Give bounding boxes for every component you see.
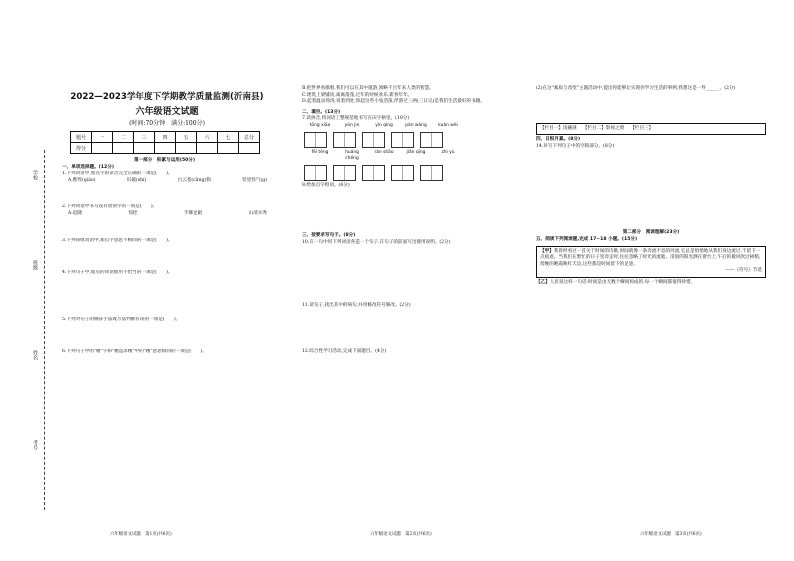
options-placeholder	[62, 277, 267, 317]
score-header: 题号	[71, 132, 92, 143]
score-cell[interactable]	[92, 143, 113, 154]
question-text: (2)在这"素质与改变"主题活动中,提出你能够让实现你学习生活的事例,我想这是一件______。(2分)	[536, 86, 736, 91]
section-2-heading: 二、填空。(13分)	[302, 109, 341, 115]
score-header: 四	[155, 132, 176, 143]
binding-cut-line	[44, 150, 45, 510]
score-header: 二	[113, 132, 134, 143]
question-12: 12.综合性学习活动,完成下面题目。(4分)	[302, 349, 387, 355]
page-footer-3: 六年级语文试题 第3页(共6页)	[640, 532, 702, 537]
answer-space[interactable]	[536, 93, 766, 121]
score-header: 三	[134, 132, 155, 143]
question-text: D.起着温泉汤汤,说着到处,惊起这些小兔活泼,浮游过三两(三日记)是我们生活最好的书籍。	[302, 99, 485, 105]
score-cell[interactable]	[113, 143, 134, 154]
exam-title: 2022—2023学年度下学期教学质量监测(沂南县)	[70, 92, 264, 102]
question-5: 5.下列对句子的修辞手法或写法判断有误的一项是( )。	[62, 316, 181, 322]
column-3	[536, 86, 766, 287]
options-placeholder	[62, 218, 267, 238]
question-10: 10.在一句中用下列词语各造一个句子,在句子的前面写出使用说明。(2分)	[302, 239, 451, 245]
reading-passage-box	[536, 246, 766, 278]
score-cell[interactable]	[155, 143, 176, 154]
writing-grid[interactable]	[391, 132, 414, 148]
score-cell[interactable]	[218, 143, 239, 154]
score-cell[interactable]	[176, 143, 197, 154]
section-3-heading: 三、按要求写句子。(8分)	[302, 233, 356, 239]
question-text: B.把世界看歌唱,我们可以在其中遨游,领略千百年来人类的智慧。	[302, 86, 434, 91]
question-4: 4.下列句子中,加点的词语使用不恰当的一项是( )。	[62, 270, 173, 276]
writing-grid[interactable]	[304, 132, 327, 148]
box-item: 【栏目二】影视之窗	[582, 125, 625, 131]
pinyin: kuǎn wèi	[438, 122, 458, 128]
passage-source: ——《符号》节选	[725, 268, 762, 274]
section-5-heading: 五、阅读下列阅读题,完成 17~18 小题。(15分)	[536, 236, 638, 242]
pinyin-row-1	[302, 123, 527, 130]
option[interactable]: A.憔悴(qiáo)	[68, 177, 96, 183]
score-cell[interactable]	[197, 143, 218, 154]
section-1-heading: 一、单项选择题。(12分)	[62, 164, 114, 170]
exam-time-info: (时间:70分钟 满分:100分)	[129, 120, 205, 127]
option[interactable]: 山清水秀	[248, 210, 267, 216]
writing-grid[interactable]	[420, 132, 443, 148]
binding-label-number: 考号	[32, 440, 38, 450]
pinyin: pàn wàng	[405, 122, 427, 128]
score-header: 六	[197, 132, 218, 143]
score-header: 七	[218, 132, 239, 143]
binding-label-class: 班级	[32, 260, 38, 270]
score-table	[70, 131, 260, 154]
options-placeholder	[62, 323, 267, 349]
column-1	[62, 158, 267, 356]
question-6: 6.下列句子中的"精"字和"精益求精"中的"精"意思相同的一项是( )。	[62, 349, 207, 355]
pinyin: fēi téng	[311, 149, 329, 155]
column-2	[302, 86, 527, 356]
pinyin: rán shāo	[374, 149, 394, 155]
passage-label: 【甲】	[540, 248, 554, 254]
passage-text: 我曾经看过一首关于时间的诗歌,时间就像一条奔流不息的河流,它总是悄悄地从我们身边流过,不留下一点痕迹。当我们在繁忙的日子里奔走时,往往忽略了时光的流逝。清晨的阳光洒在窗台上,午后的微风吹过树梢,傍晚的晚霞映红天边,这些都是时间留下的足迹。	[540, 248, 761, 267]
score-cell[interactable]	[239, 143, 260, 154]
page-footer-2: 六年级语文试题 第2页(共6页)	[370, 532, 432, 537]
binding-label-name: 姓名	[32, 350, 38, 360]
option[interactable]: A.追随	[68, 210, 82, 216]
passage-2-label: 【乙】	[536, 279, 550, 285]
exam-subtitle: 六年级语文试题	[135, 107, 199, 117]
pinyin: yǐn qíng	[375, 122, 393, 128]
binding-label-school: 学校	[32, 170, 38, 180]
passage-2-text: 人民说这样一句话:时间是由无数个瞬间构成的,每一个瞬间都值得珍惜。	[549, 279, 696, 285]
section-4-heading: 四、日积月累。(8分)	[536, 137, 581, 143]
writing-grid-row-2	[304, 165, 527, 181]
answer-space[interactable]	[536, 150, 766, 230]
score-header: 五	[176, 132, 197, 143]
part-2-heading: 第二部分 阅读理解(23分)	[622, 230, 680, 236]
writing-grid-row-1	[304, 132, 527, 148]
options-placeholder	[62, 184, 267, 204]
pinyin: yǔn jìn	[344, 122, 360, 128]
option[interactable]: 手舞足蹈	[183, 210, 203, 216]
score-header: 总分	[239, 132, 260, 143]
question-8: 8.给加点字组词。(6分)	[302, 182, 350, 188]
options-placeholder	[62, 244, 267, 270]
pinyin: huáng chéng	[345, 149, 359, 162]
writing-grid[interactable]	[420, 165, 443, 181]
box-item: 【栏目一】饭碗谜	[540, 125, 577, 131]
question-7: 7.读拼音,将词语工整规范地书写在田字格里。(10分)	[302, 116, 410, 122]
page-footer-1: 六年级语文试题 第1页(共6页)	[110, 532, 172, 537]
writing-grid[interactable]	[362, 132, 385, 148]
pinyin: tōng xiāo	[309, 122, 331, 128]
pinyin: zhì yù	[441, 149, 455, 155]
answer-space[interactable]	[302, 189, 527, 233]
writing-grid[interactable]	[362, 165, 385, 181]
answer-space[interactable]	[302, 309, 527, 349]
question-11: 11.读句子,找出其中的病句,并用修改符号修改。(2分)	[302, 302, 411, 308]
option[interactable]: 白云苍(cāng)狗	[177, 177, 211, 183]
writing-grid[interactable]	[333, 132, 356, 148]
part-1-heading: 第一部分 积累与运用(50分)	[133, 158, 196, 163]
pinyin: jiǎn qīng	[406, 149, 426, 155]
score-row-label: 得分	[71, 143, 92, 154]
option[interactable]: 惊控	[128, 210, 138, 216]
question-3: 3.下列每组词语中,加点字意思不相同的一项是( )。	[62, 237, 173, 243]
score-header: 一	[92, 132, 113, 143]
question-text: C.建筑上梁铺顶,离离蓬蓬,过年的时候欢乐,新春年年。	[302, 92, 413, 98]
binding-margin	[6, 150, 46, 510]
option[interactable]: 怪里怪气(g)	[242, 177, 267, 183]
pinyin-row-2	[302, 150, 527, 163]
column-options-box	[536, 123, 766, 136]
question-1: 1.下列词语中,加点字的读音完全正确的一项是( )。	[62, 171, 173, 177]
score-cell[interactable]	[134, 143, 155, 154]
box-item: 【栏目三】	[630, 125, 654, 131]
answer-space[interactable]	[302, 247, 527, 303]
question-2-options	[62, 211, 267, 218]
writing-grid[interactable]	[333, 165, 356, 181]
question-14: 14.补写下列句子中的空缺部分。(8分)	[536, 143, 615, 149]
writing-grid[interactable]	[304, 165, 327, 181]
question-2: 2.下列词语中书写没有错别字的一项是( )。	[62, 204, 158, 210]
question-1-options	[62, 178, 267, 185]
option[interactable]: 识破(shí)	[126, 177, 147, 183]
writing-grid[interactable]	[391, 165, 414, 181]
